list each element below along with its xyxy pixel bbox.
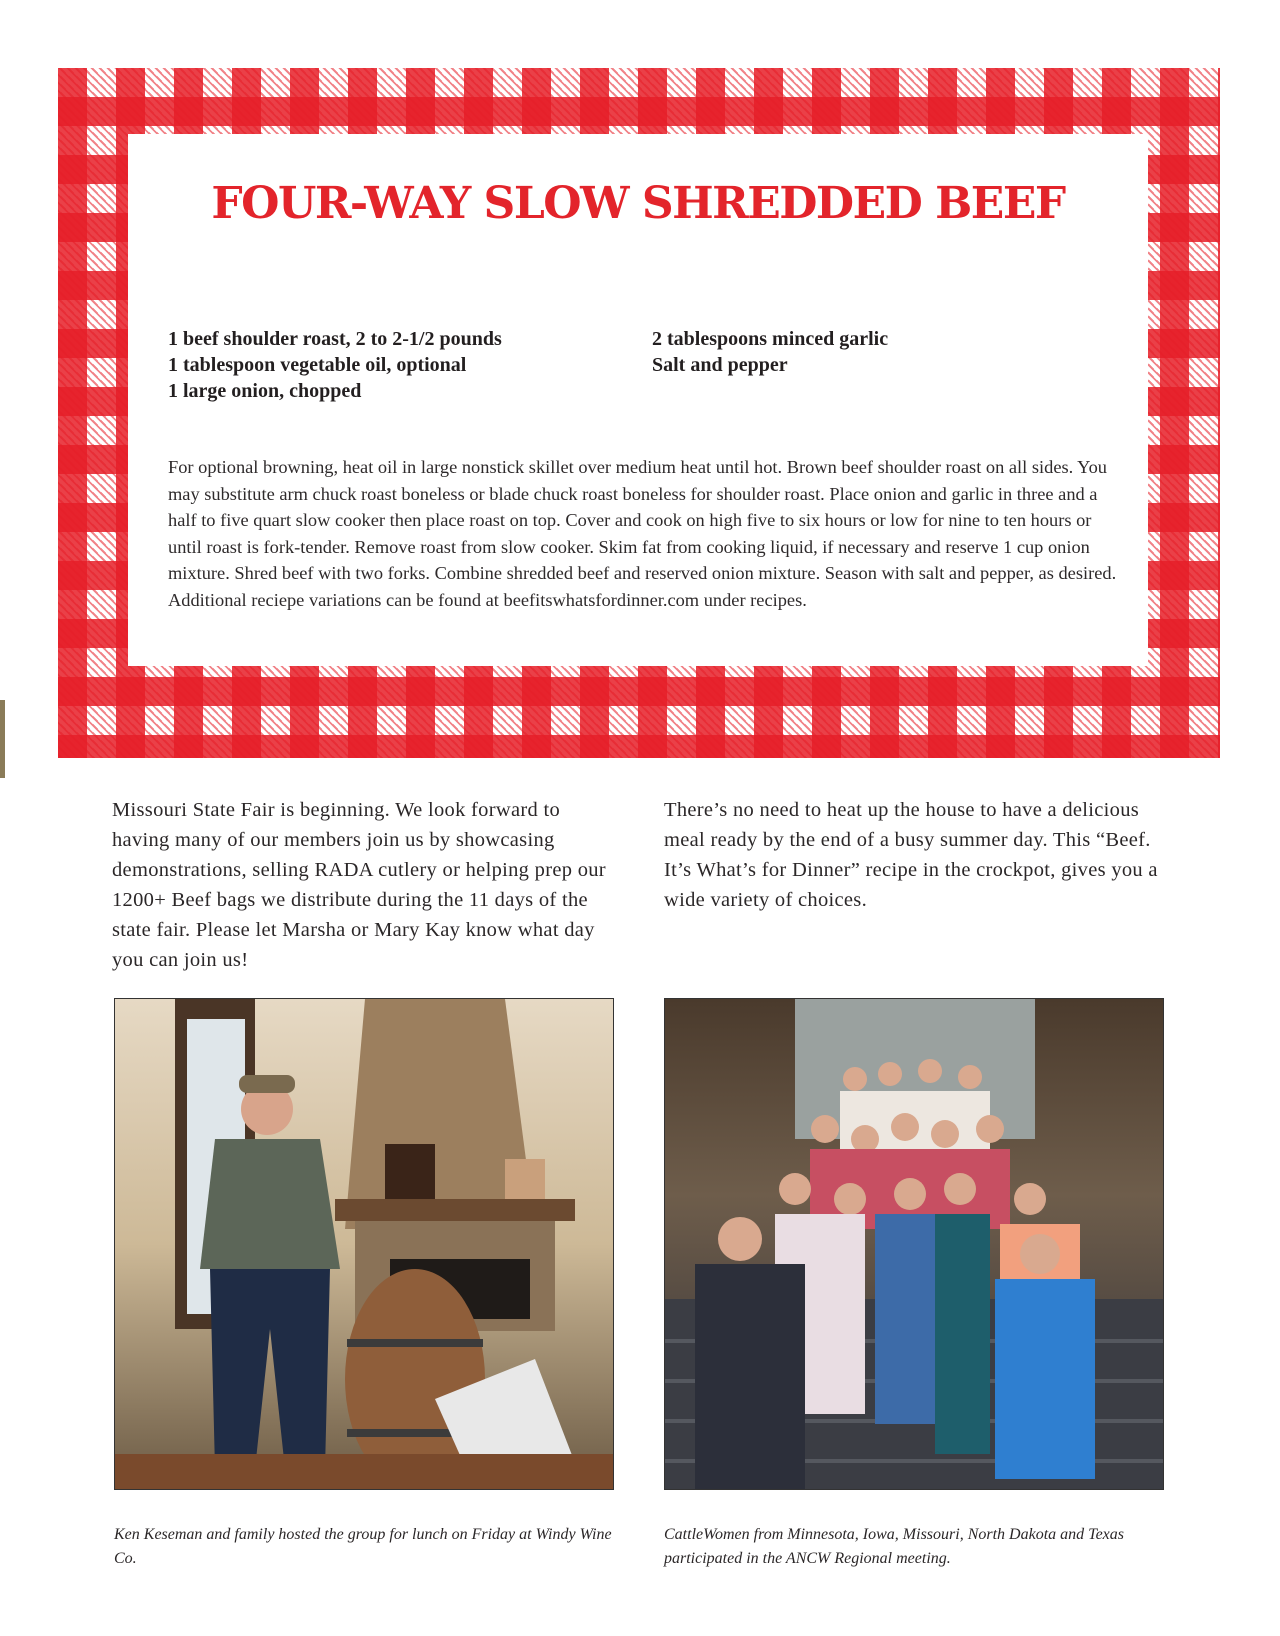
man-shirt <box>200 1139 340 1269</box>
picture-frame <box>505 1159 545 1199</box>
ingredient-item: 1 large onion, chopped <box>168 380 362 402</box>
photo-ancw-regional-group <box>664 998 1164 1490</box>
photo-windy-wine-co <box>114 998 614 1490</box>
man-cap <box>239 1075 295 1093</box>
page-edge-mark <box>0 700 5 778</box>
man-jeans <box>210 1269 330 1469</box>
recipe-title: FOUR-WAY SLOW SHREDDED BEEF <box>211 178 1065 229</box>
photo-caption-ancw-regional: CattleWomen from Minnesota, Iowa, Missouri, North Dakota and Texas participated in the ANCW Regional meeting. <box>664 1526 1125 1567</box>
recipe-card <box>128 134 1148 666</box>
framed-flag-box <box>385 1144 435 1199</box>
article-paragraph-crockpot: There’s no need to heat up the house to have a delicious meal ready by the end of a busy summer day. This “Beef. It’s What’s for Dinner” recipe in the crockpot, gives you a wide variety of choices. <box>664 799 1158 911</box>
ingredient-item: 1 tablespoon vegetable oil, optional <box>168 354 467 376</box>
ingredients-list-right <box>652 326 1092 378</box>
photo-windy-wine-co-illustration <box>115 999 613 1489</box>
ingredient-item: 2 tablespoons minced garlic <box>652 328 889 350</box>
floor <box>115 1454 613 1489</box>
ingredient-item: 1 beef shoulder roast, 2 to 2-1/2 pounds <box>168 328 502 350</box>
recipe-instructions: For optional browning, heat oil in large nonstick skillet over medium heat until hot. Brown beef shoulder roast on all sides. You may substitute arm chuck roast boneless or blade chuck roast boneless for shoulder roast. Place onion and garlic in three and a half to five quart slow cooker then place roast on top. Cover and cook on high five to six hours or low for nine to ten hours or until roast is fork-tender. Remove roast from slow cooker. Skim fat from cooking liquid, if necessary and reserve 1 cup onion mixture. Shred beef with two forks. Combine shredded beef and reserved onion mixture. Season with salt and pepper, as desired. Additional reciepe variations can be found at beefitswhatsfordinner.com under recipes. <box>168 457 1117 610</box>
barrel-hoop <box>347 1339 483 1347</box>
ingredients-list-left <box>168 326 608 404</box>
article-paragraph-state-fair: Missouri State Fair is beginning. We look forward to having many of our members join us by showcasing demonstrations, selling RADA cutlery or helping prep our 1200+ Beef bags we distribute during the 11 days of the state fair. Please let Marsha or Mary Kay know what day you can join us! <box>112 799 606 971</box>
ingredient-item: Salt and pepper <box>652 354 788 376</box>
photo-caption-windy-wine: Ken Keseman and family hosted the group for lunch on Friday at Windy Wine Co. <box>114 1526 612 1567</box>
photo-ancw-group-illustration <box>665 999 1163 1489</box>
mantel <box>335 1199 575 1221</box>
